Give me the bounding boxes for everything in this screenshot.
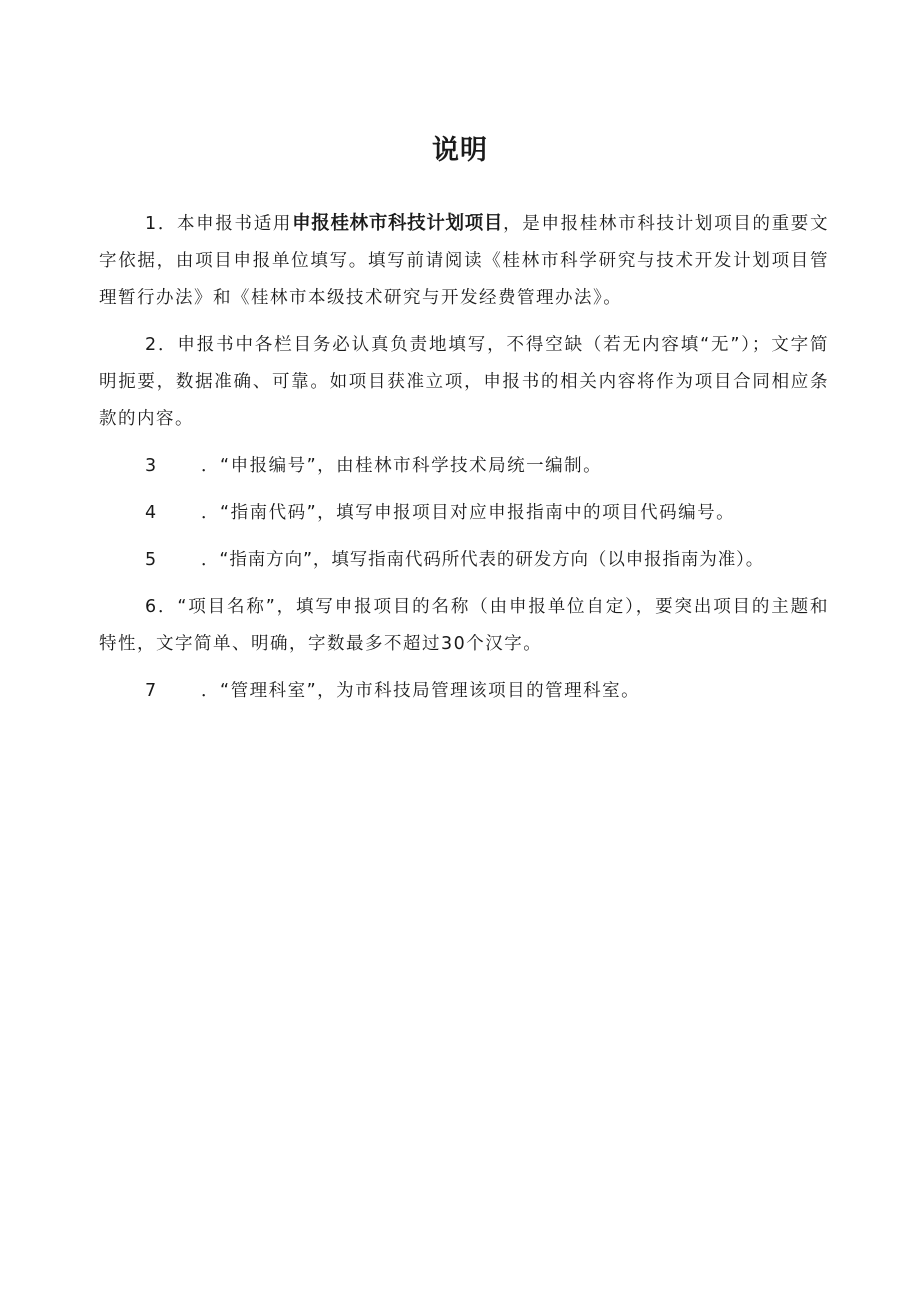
instruction-item-3 bbox=[99, 448, 829, 485]
item-text: ．“项目名称”，填写申报项目的名称（由申报单位自定），要突出项目的主题和特性，文字简单、明确，字数最多不超过30个汉字。 bbox=[99, 597, 829, 654]
item-text: ．“申报编号”，由桂林市科学技术局统一编制。 bbox=[201, 456, 603, 476]
item-number: 1 bbox=[145, 214, 158, 234]
item-emphasis-text: 申报桂林市科技计划项目 bbox=[292, 213, 504, 234]
item-text: ．“指南方向”，填写指南代码所代表的研发方向（以申报指南为准）。 bbox=[201, 550, 765, 570]
item-number: 5 bbox=[145, 550, 158, 570]
item-text: ．“指南代码”，填写申报项目对应申报指南中的项目代码编号。 bbox=[201, 503, 736, 523]
instruction-item-5 bbox=[99, 542, 829, 579]
item-text: ．“管理科室”，为市科技局管理该项目的管理科室。 bbox=[201, 681, 641, 701]
instructions-body bbox=[99, 205, 829, 720]
instruction-item-6 bbox=[99, 589, 829, 663]
instruction-item-1 bbox=[99, 205, 829, 317]
item-number: 3 bbox=[145, 456, 158, 476]
item-text: ．申报书中各栏目务必认真负责地填写，不得空缺（若无内容填“无”）；文字简明扼要，数据准确、可靠。如项目获准立项，申报书的相关内容将作为项目合同相应条款的内容。 bbox=[99, 335, 829, 429]
item-number: 2 bbox=[145, 335, 158, 355]
instruction-item-7 bbox=[99, 673, 829, 710]
page-title: 说明 bbox=[432, 135, 488, 166]
item-text: ，是申报桂林市科技计划项目的重要文字依据，由项目申报单位填写。填写前请阅读《桂林市科学研究与技术开发计划项目管理暂行办法》和《桂林市本级技术研究与开发经费管理办法》。 bbox=[99, 214, 829, 308]
item-number: 6 bbox=[145, 597, 158, 617]
item-lead-text: ．本申报书适用 bbox=[157, 214, 293, 234]
instruction-item-2 bbox=[99, 327, 829, 438]
instruction-item-4 bbox=[99, 495, 829, 532]
item-number: 4 bbox=[145, 503, 158, 523]
item-number: 7 bbox=[145, 681, 158, 701]
